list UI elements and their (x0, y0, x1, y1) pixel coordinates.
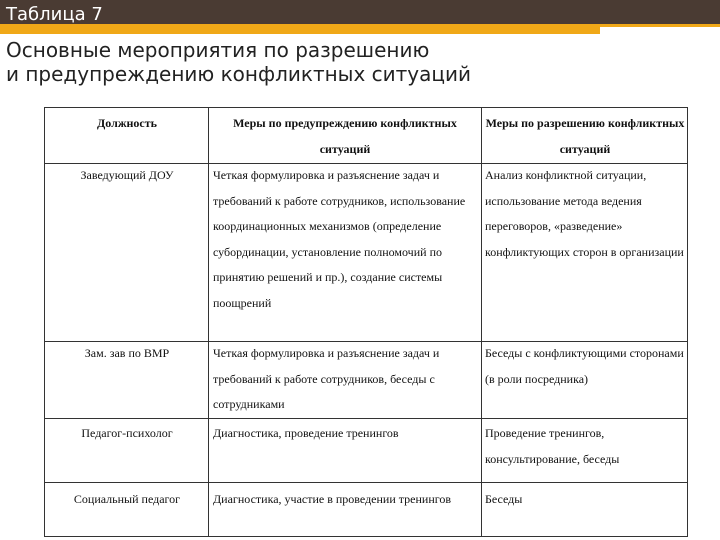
row-2-position: Зам. зав по ВМР (84, 346, 170, 360)
row-4-position: Социальный педагог (73, 492, 181, 506)
row-4-resolution: Беседы (485, 492, 523, 506)
row-1-position: Заведующий ДОУ (80, 168, 174, 182)
slide-title-line-2: и предупреждению конфликтных ситуаций (6, 62, 471, 86)
slide-title (6, 38, 471, 86)
row-2-resolution: Беседы с конфликтующими сторонами (в роли посредника) (485, 346, 684, 386)
header-prevention: Меры по предупреждению конфликтных ситуаций (233, 116, 457, 156)
table-column-divider (481, 108, 482, 536)
row-1-resolution: Анализ конфликтной ситуации, использование метода ведения переговоров, «разведение» конфликтующих сторон в организации (485, 168, 684, 259)
row-4-prevention: Диагностика, участие в проведении тренингов (213, 492, 452, 506)
table-row-divider (45, 482, 687, 483)
table-column-divider (208, 108, 209, 536)
row-2-prevention: Четкая формулировка и разъяснение задач и требований к работе сотрудников, беседы с сотрудниками (213, 346, 440, 411)
header-resolution: Меры по разрешению конфликтных ситуаций (485, 116, 685, 156)
header-accent-thin-stripe (600, 24, 720, 27)
slide-title-line-1: Основные мероприятия по разрешению (6, 38, 430, 62)
slide-header-bar (0, 0, 720, 24)
row-3-position: Педагог-психолог (81, 426, 173, 440)
header-position: Должность (96, 116, 157, 130)
table-row-divider (45, 418, 687, 419)
row-3-resolution: Проведение тренингов, консультирование, беседы (485, 426, 620, 466)
row-3-prevention: Диагностика, проведение тренингов (213, 426, 399, 440)
row-1-prevention: Четкая формулировка и разъяснение задач и требований к работе сотрудников, использование координационных механизмов (определение субординации, установление полномочий по принятию решений и пр.), создание системы поощрений (213, 168, 466, 310)
measures-table (44, 107, 688, 537)
slide-label: Таблица 7 (6, 4, 103, 25)
